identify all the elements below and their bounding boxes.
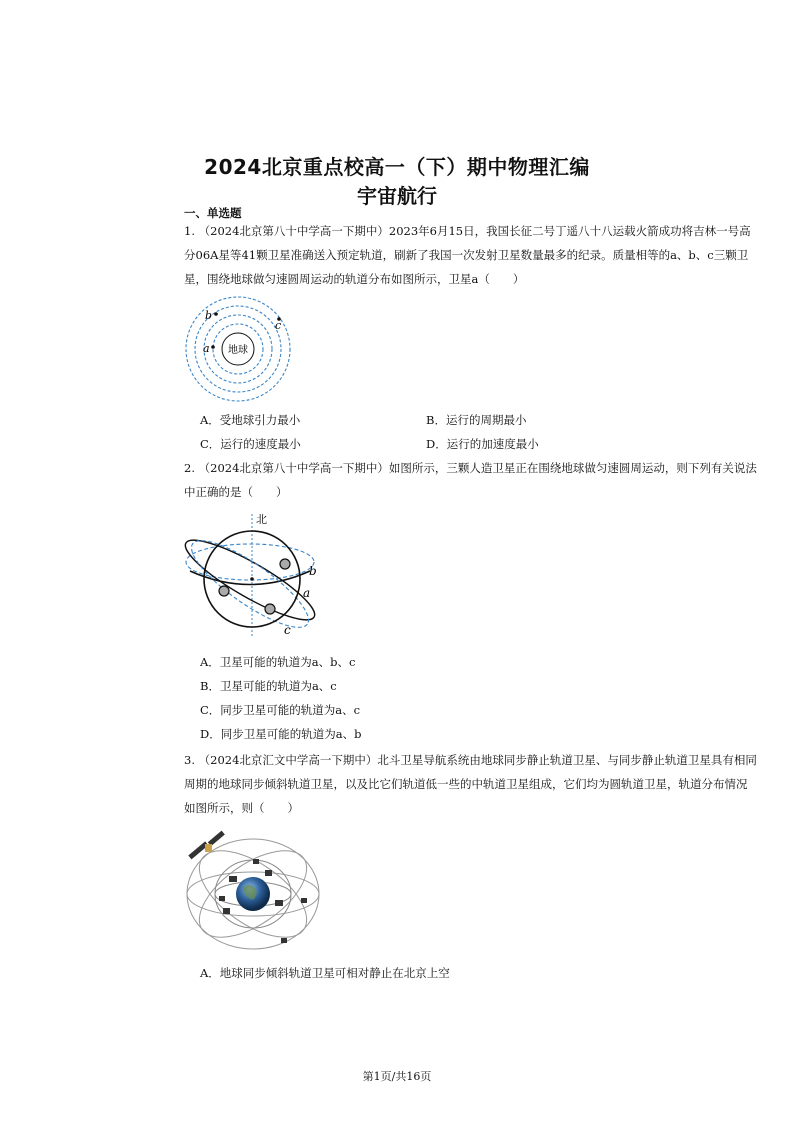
question-3-option-a: A．地球同步倾斜轨道卫星可相对静止在北京上空 (200, 966, 450, 980)
question-2-option-c: C．同步卫星可能的轨道为a、c (200, 703, 361, 717)
question-2-stem: 2. （2024北京第八十中学高一下期中）如图所示，三颗人造卫星正在围绕地球做匀速圆周运动，则下列有关说法中正确的是（ ） (184, 461, 757, 499)
question-2-satellite-figure (184, 508, 324, 640)
question-1-option-b: B．运行的周期最小 (426, 413, 527, 427)
document-subtitle: 宇宙航行 (357, 184, 437, 208)
question-3-stem: 3. （2024北京汇文中学高一下期中）北斗卫星导航系统由地球同步静止轨道卫星、与同步静止轨道卫星具有相同周期的地球同步倾斜轨道卫星，以及比它们轨道低一些的中轨道卫星组成，它们均为圆轨道卫星，轨道分布情况如图所示，则（ ） (184, 753, 757, 815)
earth-label: 地球 (228, 345, 248, 356)
question-1-option-c: C．运行的速度最小 (200, 437, 301, 451)
svg-text:c: c (284, 623, 291, 637)
section-heading: 一、单选题 (184, 206, 242, 220)
question-3-beidou-figure (183, 826, 323, 956)
question-1-orbit-figure (183, 294, 298, 404)
question-1-option-a: A．受地球引力最小 (200, 413, 301, 427)
svg-text:a: a (303, 586, 311, 600)
question-2-option-b: B．卫星可能的轨道为a、c (200, 679, 337, 693)
svg-text:b: b (309, 564, 317, 578)
document-title: 2024北京重点校高一（下）期中物理汇编 (204, 155, 590, 179)
page-footer: 第1页/共16页 (362, 1070, 432, 1083)
north-label: 北 (256, 513, 267, 526)
question-1-stem: 1. （2024北京第八十中学高一下期中）2023年6月15日，我国长征二号丁遥八十八运载火箭成功将吉林一号高分06A星等41颗卫星准确送入预定轨道，刷新了我国一次发射卫星数量最多的纪录。质量相等的a、b、c三颗卫星，围绕地球做匀速圆周运动的轨道分布如图所示，卫星a（ ） (184, 224, 751, 286)
question-2-option-d: D．同步卫星可能的轨道为a、b (200, 727, 362, 741)
svg-text:c: c (275, 319, 282, 332)
question-2-option-a: A．卫星可能的轨道为a、b、c (200, 655, 356, 669)
question-1-option-d: D．运行的加速度最小 (426, 437, 539, 451)
svg-text:a: a (203, 342, 210, 355)
svg-text:b: b (205, 309, 213, 322)
